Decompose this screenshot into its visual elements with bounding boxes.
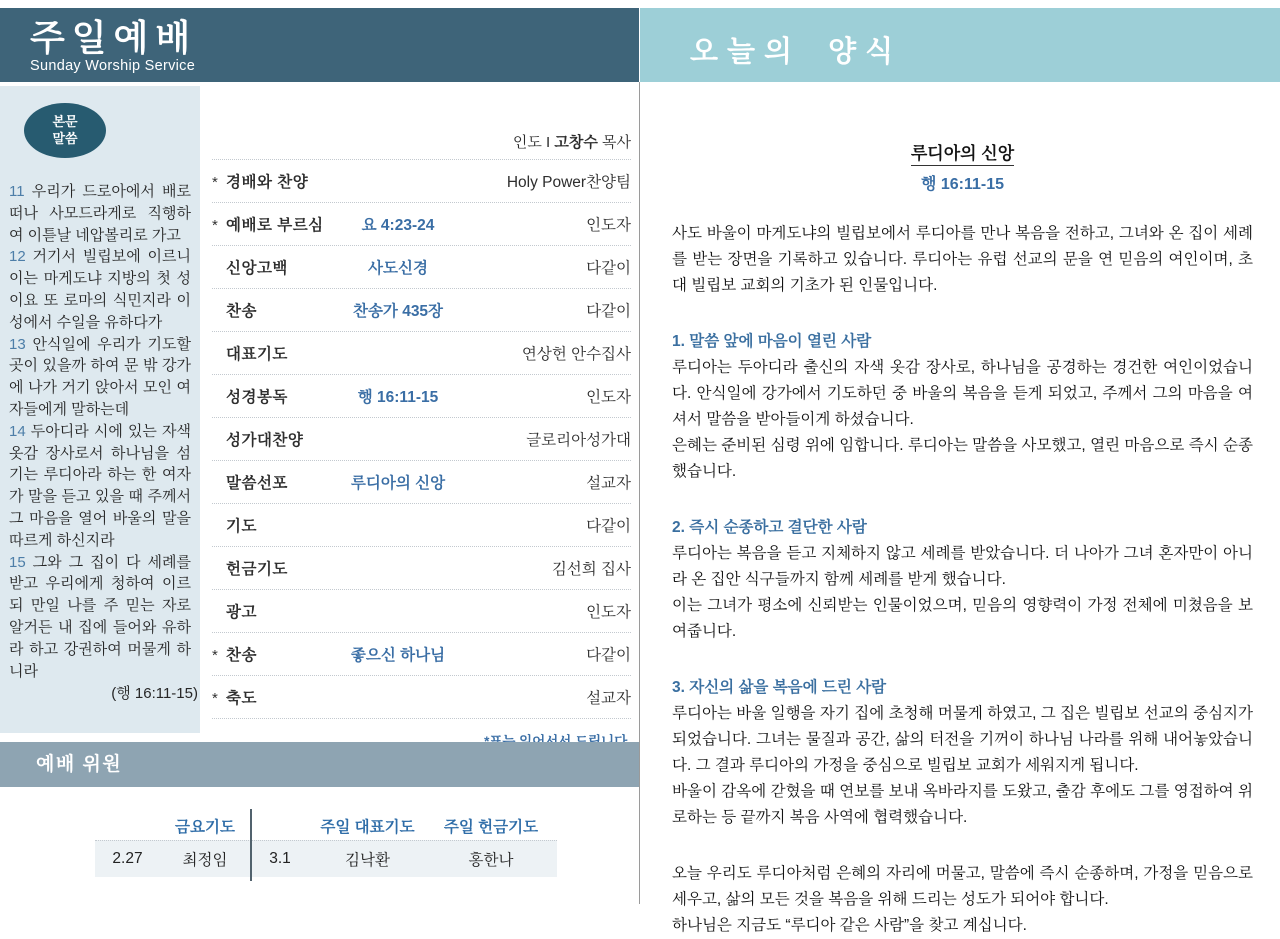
committee-banner: 예배 위원 [0, 742, 639, 787]
section-body [672, 701, 1253, 831]
order-item-person: Holy Power찬양팀 [506, 174, 631, 191]
committee-header-sunday-rep: 주일 대표기도 [320, 819, 415, 836]
committee-date-friday: 2.27 [112, 850, 143, 867]
verse-number: 12 [9, 248, 26, 266]
sermon-section [672, 515, 1253, 645]
order-item-label: 광고 [226, 604, 257, 621]
order-item-label: 성경봉독 [226, 389, 288, 406]
order-row [212, 589, 631, 632]
verse-item [9, 421, 191, 552]
section-paragraph: 루디아는 복음을 듣고 지체하지 않고 세례를 받았습니다. 더 나아가 그녀 혼자만이 아니라 온 집안 식구들까지 함께 세례를 받게 했습니다. [672, 545, 1253, 588]
committee-name-friday: 최정임 [182, 852, 228, 869]
standing-asterisk: * [212, 217, 218, 234]
order-item-person: 글로리아성가대 [526, 432, 631, 449]
sermon-closing [672, 861, 1253, 939]
order-item-detail: 요 4:23-24 [361, 217, 435, 234]
order-item-person: 다같이 [586, 260, 631, 277]
verse-item [9, 334, 191, 421]
order-row [212, 417, 631, 460]
order-row [212, 374, 631, 417]
sermon-reference: 행 16:11-15 [920, 176, 1005, 193]
section-heading: 2. 즉시 순종하고 결단한 사람 [672, 519, 867, 536]
order-item-detail: 루디아의 신앙 [350, 475, 446, 492]
standing-asterisk: * [212, 174, 218, 191]
committee-header-row [95, 812, 557, 840]
section-paragraph: 루디아는 두아디라 출신의 자색 옷감 장사로, 하나님을 공경하는 경건한 여인이었습니다. 안식일에 강가에서 기도하던 중 바울의 복음을 듣게 되었고, 주께서 그의 마음을 여셔서 말씀을 받아들이게 하셨습니다. [672, 359, 1253, 428]
committee-data-row [95, 840, 557, 877]
badge-line1: 본문 [52, 113, 78, 129]
leader-name: 고창수 [554, 134, 598, 151]
verse-number: 15 [9, 553, 26, 571]
verse-text: 우리가 드로아에서 배로 떠나 사모드라게로 직행하여 이튿날 네압볼리로 가고 [9, 183, 191, 244]
standing-asterisk: * [212, 690, 218, 707]
order-item-label: 말씀선포 [226, 475, 288, 492]
committee-date-sunday: 3.1 [269, 850, 291, 867]
scripture-verses [0, 158, 200, 682]
leader-suffix: 목사 [597, 134, 631, 151]
verse-number: 13 [9, 335, 26, 353]
order-item-person: 김선희 집사 [551, 561, 631, 578]
verse-item [9, 246, 191, 333]
verse-text: 거기서 빌립보에 이르니 이는 마게도냐 지방의 첫 성이요 또 로마의 식민지라 이 성에서 수일을 유하다가 [9, 248, 191, 331]
order-item-detail: 찬송가 435장 [352, 303, 444, 320]
verse-text: 두아디라 시에 있는 자색 옷감 장사로서 하나님을 섬기는 루디아라 하는 한 여자가 말을 듣고 있을 때 주께서 그 마음을 열어 바울의 말을 따르게 하신지라 [9, 422, 192, 549]
order-row [212, 288, 631, 331]
worship-order-table [212, 131, 631, 750]
order-item-detail: 좋으신 하나님 [350, 647, 446, 664]
order-item-detail: 행 16:11-15 [357, 389, 439, 406]
order-row [212, 245, 631, 288]
order-row [212, 632, 631, 675]
sermon-title: 루디아의 신앙 [672, 139, 1253, 164]
committee-header-sunday-offering: 주일 헌금기도 [443, 819, 539, 836]
order-item-person: 설교자 [586, 690, 631, 707]
committee-name-sunday-rep: 김낙환 [345, 852, 390, 869]
order-item-label: 예배로 부르심 [226, 217, 324, 234]
committee-name-sunday-offering: 홍한나 [468, 852, 514, 869]
worship-header-band [0, 8, 639, 82]
page-right-daily-bread [640, 0, 1280, 934]
daily-bread-header-band [640, 8, 1280, 82]
order-item-person: 인도자 [586, 604, 631, 621]
order-item-label: 찬송 [226, 647, 257, 664]
order-row [212, 460, 631, 503]
badge-line2: 말씀 [52, 130, 78, 146]
order-item-person: 인도자 [586, 389, 631, 406]
sermon-article [672, 139, 1253, 939]
worship-title: 주일예배 [30, 17, 198, 58]
order-item-person: 다같이 [586, 518, 631, 535]
committee-table [95, 812, 557, 877]
order-item-person: 다같이 [586, 303, 631, 320]
daily-bread-title: 오늘의 양식 [690, 36, 903, 68]
section-paragraph: 루디아는 바울 일행을 자기 집에 초청해 머물게 하였고, 그 집은 빌립보 선교의 중심지가 되었습니다. 그녀는 물질과 공간, 삶의 터전을 기꺼이 하나님 나라를 위해 내어놓았습니다. 그 결과 루디아의 가정을 중심으로 빌립보 교회가 세워지게 됩니다. [672, 705, 1253, 774]
sermon-sections [672, 329, 1253, 831]
order-row [212, 202, 631, 245]
verse-text: 그와 그 집이 다 세례를 받고 우리에게 청하여 이르되 만일 나를 주 믿는 자로 알거든 내 집에 들어와 유하라 하고 강권하여 머물게 하니라 [9, 553, 191, 680]
page-left-worship-order [0, 0, 639, 904]
section-paragraph: 은혜는 준비된 심령 위에 임합니다. 루디아는 말씀을 사모했고, 열린 마음으로 즉시 순종했습니다. [672, 437, 1253, 480]
section-heading: 1. 말씀 앞에 마음이 열린 사람 [672, 333, 872, 350]
closing-paragraph: 하나님은 지금도 “루디아 같은 사람”을 찾고 계십니다. [672, 917, 1027, 934]
scripture-sidebar [0, 86, 200, 733]
order-item-label: 신앙고백 [226, 260, 288, 277]
section-paragraph: 이는 그녀가 평소에 신뢰받는 인물이었으며, 믿음의 영향력이 가정 전체에 미쳤음을 보여줍니다. [672, 597, 1253, 640]
closing-paragraph: 오늘 우리도 루디아처럼 은혜의 자리에 머물고, 말씀에 즉시 순종하며, 가정을 믿음으로 세우고, 삶의 모든 것을 복음을 위해 드리는 성도가 되어야 합니다. [672, 865, 1253, 908]
order-row [212, 331, 631, 374]
order-item-label: 기도 [226, 518, 257, 535]
section-paragraph: 바울이 감옥에 갇혔을 때 연보를 보내 옥바라지를 도왔고, 출감 후에도 그를 영접하여 위로하는 등 끝까지 복음 사역에 협력했습니다. [672, 783, 1253, 826]
leader-line [212, 131, 631, 152]
committee-divider-line [250, 809, 252, 881]
scripture-reference: (행 16:11-15) [111, 685, 198, 703]
scripture-badge [24, 103, 106, 158]
sermon-section [672, 675, 1253, 831]
order-item-person: 다같이 [586, 647, 631, 664]
section-body [672, 355, 1253, 485]
committee-header-friday: 금요기도 [175, 819, 235, 836]
order-rows [212, 159, 631, 719]
order-item-person: 연상헌 안수집사 [521, 346, 631, 363]
verse-text: 안식일에 우리가 기도할 곳이 있을까 하여 문 밖 강가에 나가 거기 앉아서 모인 여자들에게 말하는데 [9, 335, 191, 418]
order-item-person: 인도자 [586, 217, 631, 234]
order-row [212, 159, 631, 202]
verse-number: 14 [9, 422, 26, 440]
order-item-label: 찬송 [226, 303, 257, 320]
section-heading: 3. 자신의 삶을 복음에 드린 사람 [672, 679, 887, 696]
order-item-label: 대표기도 [226, 346, 288, 363]
standing-asterisk: * [212, 647, 218, 664]
leader-prefix: 인도 I [512, 134, 555, 151]
worship-subtitle: Sunday Worship Service [30, 57, 196, 74]
sermon-intro: 사도 바울이 마게도냐의 빌립보에서 루디아를 만나 복음을 전하고, 그녀와 온 집이 세례를 받는 장면을 기록하고 있습니다. 루디아는 유럽 선교의 문을 연 믿음의 여인이며, 초대 빌립보 교회의 기초가 된 인물입니다. [672, 225, 1253, 294]
order-item-label: 축도 [226, 690, 257, 707]
order-item-detail: 사도신경 [368, 260, 428, 277]
order-item-label: 헌금기도 [226, 561, 288, 578]
order-row [212, 546, 631, 589]
order-row [212, 675, 631, 718]
section-body [672, 541, 1253, 645]
order-row [212, 503, 631, 546]
sermon-section [672, 329, 1253, 485]
verse-item [9, 552, 191, 683]
order-item-label: 성가대찬양 [226, 432, 304, 449]
order-item-person: 설교자 [586, 475, 631, 492]
order-item-label: 경배와 찬양 [226, 174, 309, 191]
verse-number: 11 [9, 183, 25, 200]
verse-item [9, 181, 191, 246]
